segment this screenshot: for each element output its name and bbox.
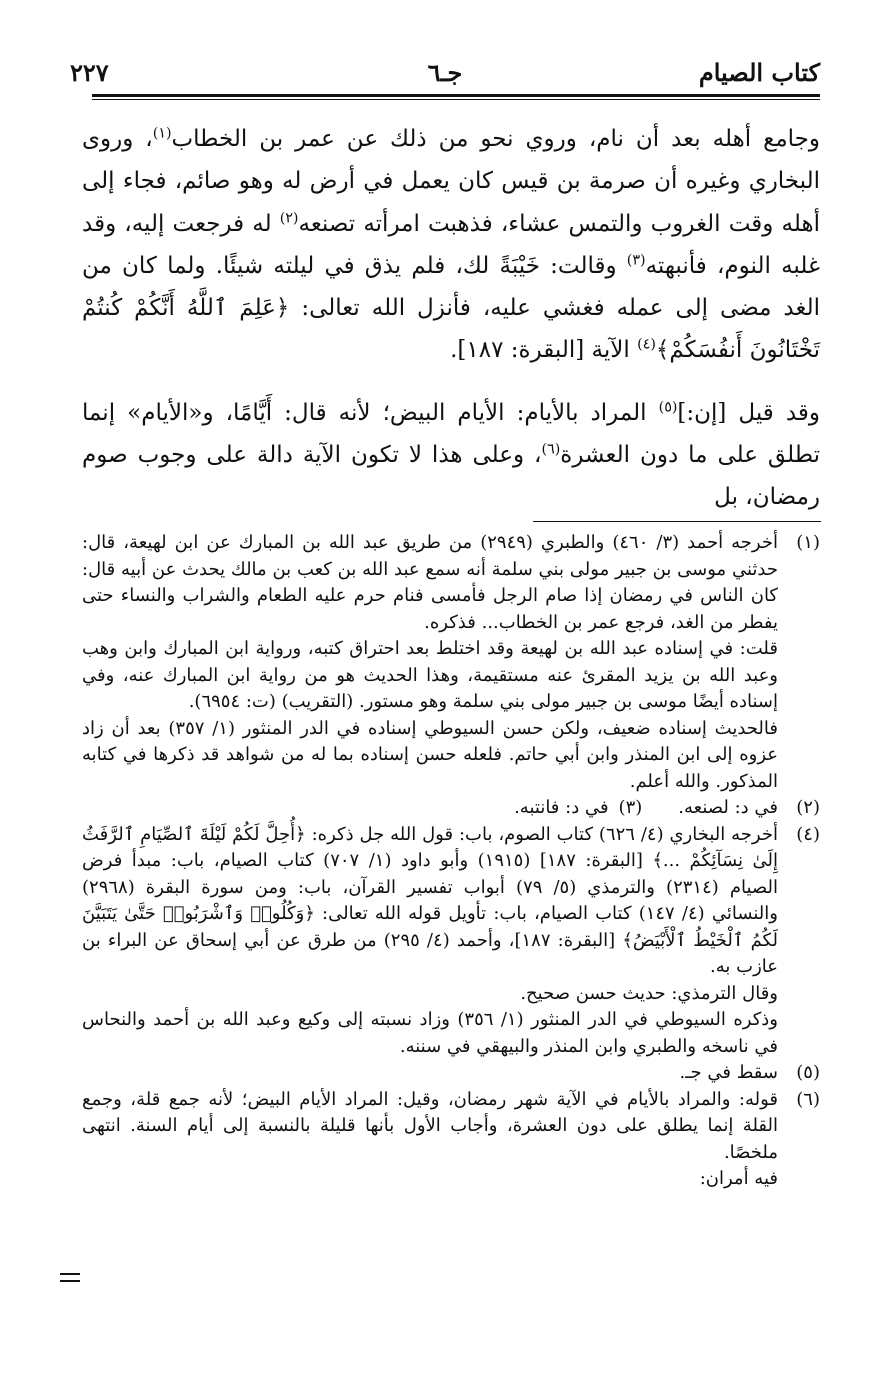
footnote-2-text: في د: لصنعه. bbox=[678, 797, 778, 818]
footnote-ref[interactable]: (٣) bbox=[626, 252, 646, 269]
footnote-number: (٥) bbox=[796, 1062, 820, 1083]
footnote-4: (٤) أخرجه البخاري (٤/ ٦٢٦) كتاب الصوم، باب: قول الله جل ذكره: ﴿أُحِلَّ لَكُمْ لَيْلَةَ ٱلصِّيَامِ ٱلرَّفَثُ إِلَىٰ نِسَآئِكُمْ ...﴾ [البقرة: ١٨٧] (١٩١٥) وأبو داود (١/ ٧٠٧) كتاب الصيام، باب: مبدأ فرض الصيام (٢٣١٤) والترمذي (٥/ ٧٩) أبواب تفسير القرآن، باب: ومن سورة البقرة (٢٩٦٨) والنسائي (٤/ ١٤٧) كتاب الصيام، باب: تأويل قوله الله تعالى: ﴿وَكُلُوا۟ وَٱشْرَبُوا۟ حَتَّىٰ يَتَبَيَّنَ لَكُمُ ٱلْخَيْطُ ٱلْأَبْيَضُ﴾ [البقرة: ١٨٧]، وأحمد (٤/ ٢٩٥) من طرق عن أبي إسحاق عن البراء بن عازب به. وقال الترمذي: حديث حسن صحيح. وذكره السيوطي في الدر المنثور (١/ ٣٥٦) وزاد نسبته إلى وكيع وعبد الله بن أحمد والنحاس في ناسخه والطبري وابن المنذر والبيهقي في سننه. bbox=[82, 822, 820, 1061]
footnote-5: (٥) سقط في جـ. bbox=[82, 1060, 820, 1087]
footnote-2-3 bbox=[82, 795, 820, 822]
footnote-6: (٦) قوله: والمراد بالأيام في الآية شهر رمضان، وقيل: المراد الأيام البيض؛ لأنه جمع قلة، وجمع القلة إنما يطلق على دون العشرة، وأجاب الأول بأنها قليلة بالنسبة إلى أيام السنة. انتهى ملخصًا. فيه أمران: bbox=[82, 1087, 820, 1193]
footnote-number: (٤) bbox=[796, 823, 820, 845]
footnote-ref[interactable]: (٦) bbox=[541, 441, 561, 458]
footnote-ref[interactable]: (١) bbox=[152, 125, 172, 142]
footnote-number: (٢) bbox=[796, 797, 820, 818]
book-title: كتاب الصيام bbox=[698, 58, 820, 87]
volume-label: جـ٦ bbox=[427, 58, 463, 87]
paragraph-2: وقد قيل [إن:]$^{(٥)}$ المراد بالأيام: الأيام البيض؛ لأنه قال: أَيَّامًا، و«الأيام» إنما تطلق على ما دون العشرة$^{(٦)}$، وعلى هذا لا تكون الآية دالة على وجوب صوم رمضان، بل bbox=[82, 399, 820, 511]
footnote-1: (١) أخرجه أحمد (٣/ ٤٦٠) والطبري (٢٩٤٩) من طريق عبد الله بن المبارك عن ابن لهيعة، قال: حدثني موسى بن جبير مولى بني سلمة أنه سمع عبد الله بن كعب بن مالك يحدث عن أبيه قال: كان الناس في رمضان إذا صام الرجل فأمسى فنام حرم عليه الطعام والشراب والنساء حتى يفطر من الغد، فرجع عمر بن الخطاب... فذكره. قلت: في إسناده عبد الله بن لهيعة وقد اختلط بعد احتراق كتبه، ورواية ابن المبارك وابن وهب وعبد الله بن يزيد المقرئ عنه مستقيمة، وهذا الحديث هو من رواية ابن المبارك عنه، وفي إسناده أيضًا موسى بن جبير مولى بني سلمة وهو مستور. (التقريب) (ت: ٦٩٥٤). فالحديث إسناده ضعيف، ولكن حسن السيوطي إسناده في الدر المنثور (١/ ٣٥٧) بعد أن زاد عزوه إلى ابن المنذر وابن أبي حاتم. فلعله حسن إسناده بما له من شواهد قد ذكرها في كتابه المذكور. والله أعلم. bbox=[82, 530, 820, 795]
running-header bbox=[70, 52, 820, 92]
footnote-number: (١) bbox=[796, 532, 820, 553]
footnote-separator bbox=[533, 521, 821, 522]
footnote-ref[interactable]: (٥) bbox=[658, 399, 678, 416]
footnote-ref[interactable]: (٢) bbox=[279, 209, 299, 226]
footnote-number: (٣) bbox=[618, 797, 643, 818]
page-number: ٢٢٧ bbox=[70, 58, 109, 87]
footnote-3-text: في د: فانتبه. bbox=[514, 797, 609, 818]
continuation-mark bbox=[60, 1273, 80, 1287]
footnote-number: (٦) bbox=[796, 1088, 820, 1110]
footnotes bbox=[82, 530, 820, 1193]
header-rule-thin bbox=[92, 99, 820, 100]
main-text bbox=[82, 118, 820, 519]
footnote-ref[interactable]: (٤) bbox=[637, 336, 656, 353]
paragraph-1: وجامع أهله بعد أن نام، وروي نحو من ذلك عن عمر بن الخطاب$^{(١)}$، وروى البخاري وغيره أن صرمة بن قيس كان يعمل في أرض له وهو صائم، فجاء إلى أهله وقت الغروب والتمس عشاء، فذهبت امرأته تصنعه$^{(٢)}$ له فرجعت إليه، وقد غلبه النوم، فأنبهته$^{(٣)}$ وقالت: خَيْبَةً لك، فلم يذق في ليلته شيئًا. ولما كان من الغد مضى إلى عمله فغشي عليه، فأنزل الله تعالى: ﴿عَلِمَ ٱللَّهُ أَنَّكُمْ كُنتُمْ تَخْتَانُونَ أَنفُسَكُمْ﴾$^{(٤)}$ الآية [البقرة: ١٨٧]. bbox=[82, 125, 820, 364]
header-rule bbox=[92, 94, 820, 97]
